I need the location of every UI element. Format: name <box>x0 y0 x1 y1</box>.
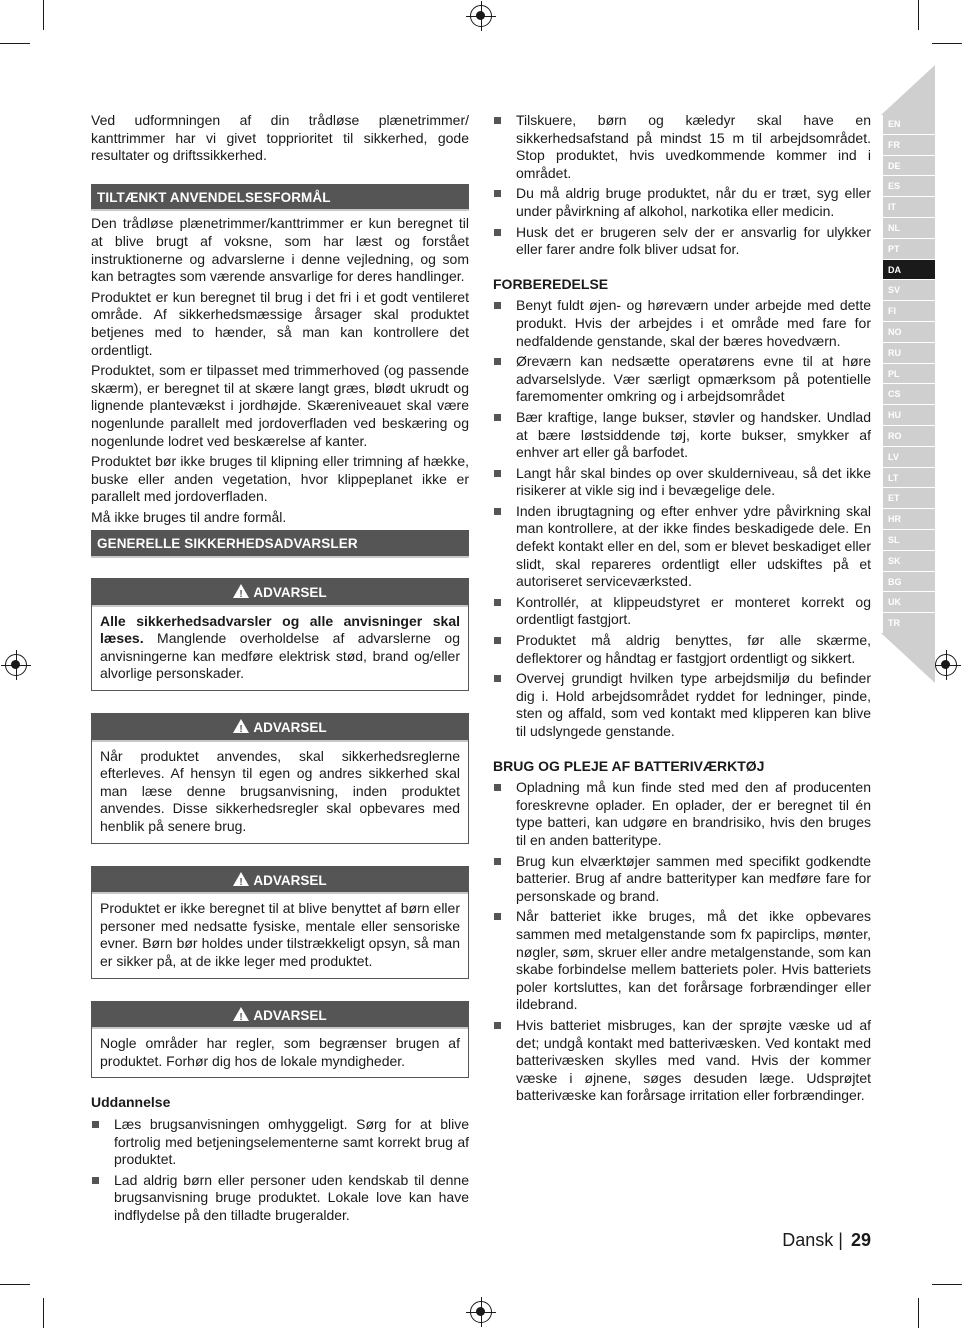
tab-pl[interactable]: PL <box>883 364 935 385</box>
warning-body-text: Produktet er ikke beregnet til at blive benyttet af børn eller personer med nedsatte fysiske, mentale eller sensoriske evner. Børn bør holdes under tilstrækkeligt opsyn, så man er sikker på, at de ikke leger med produktet. <box>100 900 460 969</box>
warning-title: ADVARSEL <box>253 1007 327 1023</box>
tab-sl[interactable]: SL <box>883 530 935 551</box>
intended-use-paragraph: Produktet er kun beregnet til brug i det fri i et godt ventileret område. Af sikkerhedsmæssige årsager skal produktet betjenes med to hænder, så man kan kontrollere det ordentligt. <box>91 288 469 358</box>
training-heading: Uddannelse <box>91 1094 171 1111</box>
warning-header <box>92 714 468 742</box>
warning-header <box>92 1002 468 1030</box>
tab-en[interactable]: EN <box>883 114 935 135</box>
left-column <box>91 112 469 1228</box>
warning-title: ADVARSEL <box>253 872 327 888</box>
registration-mark-icon <box>5 654 27 676</box>
tab-sk[interactable]: SK <box>883 551 935 572</box>
bystander-list <box>493 112 871 259</box>
list-item: Når batteriet ikke bruges, må det ikke opbevares sammen med metalgenstande som fx papirclips, mønter, nøgler, søm, skruer eller andre metalgenstande, som kan skabe forbindelse mellem batteriets poler. Hvis batteriets poler kortsluttes, kan det forårsage forbrændinger eller ildebrand. <box>493 908 871 1014</box>
list-item: Hvis batteriet misbruges, kan der sprøjte væske ud af det; undgå kontakt med batterivæsken. Ved kontakt med batterivæsken skylles med vand. Hvis der kommer væske i øjnene, søges desuden læge. Udsprøjtet batterivæske kan forårsage irritation eller forbrændinger. <box>493 1017 871 1105</box>
page-footer <box>782 1230 871 1251</box>
crop-mark <box>43 1298 44 1328</box>
warning-body-text: Manglende overholdelse af advarslerne og anvisningerne kan medføre elektrisk stød, brand og/eller alvorlige personskader. <box>100 630 460 682</box>
warning-body-text: Når produktet anvendes, skal sikkerhedsreglerne efterleves. Af hensyn til egen og andres sikkerhed skal man læse denne brugsanvisning, inden produktet anvendes. Disse sikkerhedsregler skal opbevares med henblik på senere brug. <box>100 747 460 834</box>
list-item: Lad aldrig børn eller personer uden kendskab til denne brugsanvisning bruge produktet. Lokale love kan have indflydelse på den tilladte brugeralder. <box>91 1172 469 1225</box>
tab-ro[interactable]: RO <box>883 426 935 447</box>
list-item: Produktet må aldrig benyttes, før alle skærme, deflektorer og håndtag er fastgjort ordentligt og sikkert. <box>493 632 871 667</box>
warning-header <box>92 579 468 607</box>
warning-box <box>91 1001 469 1079</box>
crop-mark <box>0 43 30 44</box>
battery-care-list <box>493 779 871 1105</box>
warning-box <box>91 578 469 691</box>
tab-fr[interactable]: FR <box>883 135 935 156</box>
list-item: Opladning må kun finde sted med den af producenten foreskrevne oplader. En oplader, der er beregnet til én type batteri, kan udgøre en brandrisiko, hvis den bruges til en anden batteritype. <box>493 779 871 849</box>
tab-pt[interactable]: PT <box>883 239 935 260</box>
list-item: Øreværn kan nedsætte operatørens evne til at høre advarselslyde. Vær særligt opmærksom på potentielle faremomenter omkring og i arbejdsområdet <box>493 353 871 406</box>
intended-use-paragraph: Den trådløse plænetrimmer/kanttrimmer er kun beregnet til at blive brugt af voksne, som har læst og forstået instruktionerne og advarslerne i denne vejledning, og som kan betragtes som værende ansvarlige for deres handlinger. <box>91 215 469 285</box>
registration-mark-icon <box>935 654 957 676</box>
tab-cs[interactable]: CS <box>883 384 935 405</box>
warning-header <box>92 867 468 895</box>
tab-corner-bottom <box>881 633 935 683</box>
tab-ru[interactable]: RU <box>883 343 935 364</box>
warning-bold-text: Alle sikkerhedsadvarsler og alle anvisninger skal læses. <box>100 612 460 647</box>
page-number: 29 <box>850 1230 871 1250</box>
intended-use-paragraph: Produktet bør ikke bruges til klipning eller trimning af hække, buske eller anden vegetation, hvor klippeplanet ikke er parallelt med jordoverfladen. <box>91 453 469 505</box>
tab-fi[interactable]: FI <box>883 301 935 322</box>
list-item: Inden ibrugtagning og efter enhver ydre påvirkning skal man kontrollere, at der ikke findes beskadigede dele. En defekt kontakt eller en del, som er blevet beskadiget eller slidt, skal repareres ordentligt eller udskiftes på et autoriseret serviceværksted. <box>493 503 871 591</box>
warning-triangle-icon <box>233 1007 249 1021</box>
tab-es[interactable]: ES <box>883 176 935 197</box>
warning-body-text: Nogle områder har regler, som begrænser brugen af produktet. Forhør dig hos de lokale myndigheder. <box>100 1035 460 1069</box>
tab-uk[interactable]: UK <box>883 592 935 613</box>
crop-mark <box>932 1284 962 1285</box>
tab-sv[interactable]: SV <box>883 280 935 301</box>
list-item: Benyt fuldt øjen- og høreværn under arbejde med dette produkt. Hvis der arbejdes i et område med fare for nedfaldende genstande, skal der bæres hovedværn. <box>493 297 871 350</box>
tab-hr[interactable]: HR <box>883 509 935 530</box>
language-tabs <box>883 114 935 634</box>
list-item: Brug kun elværktøjer sammen med specifikt godkendte batterier. Brug af andre batterityper kan medføre fare for personskade og brand. <box>493 853 871 906</box>
crop-mark <box>0 1284 30 1285</box>
registration-mark-icon <box>470 5 492 27</box>
warning-title: ADVARSEL <box>253 585 327 601</box>
crop-mark <box>918 1298 919 1328</box>
training-list <box>91 1116 469 1225</box>
footer-language: Dansk | <box>782 1230 843 1250</box>
warning-triangle-icon <box>233 584 249 598</box>
warning-text <box>92 607 468 690</box>
tab-no[interactable]: NO <box>883 322 935 343</box>
list-item: Tilskuere, børn og kæledyr skal have en sikkerhedsafstand på mindst 15 m til arbejdsområdet. Stop produktet, hvis uvedkommende kommer ind i området. <box>493 112 871 182</box>
preparation-heading: FORBEREDELSE <box>493 275 609 292</box>
battery-care-heading: BRUG OG PLEJE AF BATTERIVÆRKTØJ <box>493 757 765 774</box>
general-safety-heading: GENERELLE SIKKERHEDSADVARSLER <box>91 530 469 558</box>
list-item: Kontrollér, at klippeudstyret er monteret korrekt og ordentligt fastgjort. <box>493 594 871 629</box>
tab-lt[interactable]: LT <box>883 468 935 489</box>
list-item: Du må aldrig bruge produktet, når du er træt, syg eller under påvirkning af alkohol, narkotika eller medicin. <box>493 185 871 220</box>
list-item: Læs brugsanvisningen omhyggeligt. Sørg for at blive fortrolig med betjeningselementerne samt korrekt brug af produktet. <box>91 1116 469 1169</box>
preparation-list <box>493 297 871 740</box>
tab-tr[interactable]: TR <box>883 613 935 634</box>
list-item: Langt hår skal bindes op over skulderniveau, så det ikke risikerer at vikle sig ind i bevægelige dele. <box>493 465 871 500</box>
tab-da[interactable]: DA <box>883 260 935 281</box>
warning-box <box>91 866 469 979</box>
tab-hu[interactable]: HU <box>883 405 935 426</box>
intro-paragraph: Ved udformningen af din trådløse plænetrimmer/ kanttrimmer har vi givet topprioritet til sikkerhed, gode resultater og driftssikkerhed. <box>91 112 469 164</box>
crop-mark <box>918 0 919 30</box>
warning-triangle-icon <box>233 872 249 886</box>
warning-box <box>91 713 469 844</box>
tab-nl[interactable]: NL <box>883 218 935 239</box>
registration-mark-icon <box>470 1301 492 1323</box>
list-item: Overvej grundigt hvilken type arbejdsmiljø du befinder dig i. Hold arbejdsområdet ryddet for ledninger, pinde, sten og affald, som ved kontakt med klipperen kan blive til udslyngede genstande. <box>493 670 871 740</box>
tab-et[interactable]: ET <box>883 488 935 509</box>
list-item: Husk det er brugeren selv der er ansvarlig for ulykker eller farer andre folk bliver udsat for. <box>493 224 871 259</box>
tab-corner-top <box>881 65 935 115</box>
right-column <box>493 112 871 1108</box>
intended-use-paragraph: Må ikke bruges til andre formål. <box>91 508 287 525</box>
tab-it[interactable]: IT <box>883 197 935 218</box>
crop-mark <box>932 43 962 44</box>
intended-use-paragraph: Produktet, som er tilpasset med trimmerhoved (og passende skærm), er beregnet til at skære langt græs, blødt ukrudt og lignende plantevækst i jordhøjde. Skæreniveauet skal være nogenlunde parallelt med jordoverfladen ved beskæring og nogenlunde lodret ved beskærelse af kanter. <box>91 362 469 449</box>
warning-triangle-icon <box>233 719 249 733</box>
tab-bg[interactable]: BG <box>883 572 935 593</box>
list-item: Bær kraftige, lange bukser, støvler og handsker. Undlad at bære løstsiddende tøj, korte bukser, smykker af enhver art eller gå barfodet. <box>493 409 871 462</box>
tab-de[interactable]: DE <box>883 156 935 177</box>
tab-lv[interactable]: LV <box>883 447 935 468</box>
crop-mark <box>43 0 44 30</box>
intended-use-heading: TILTÆNKT ANVENDELSESFORMÅL <box>91 184 469 212</box>
warning-title: ADVARSEL <box>253 720 327 736</box>
